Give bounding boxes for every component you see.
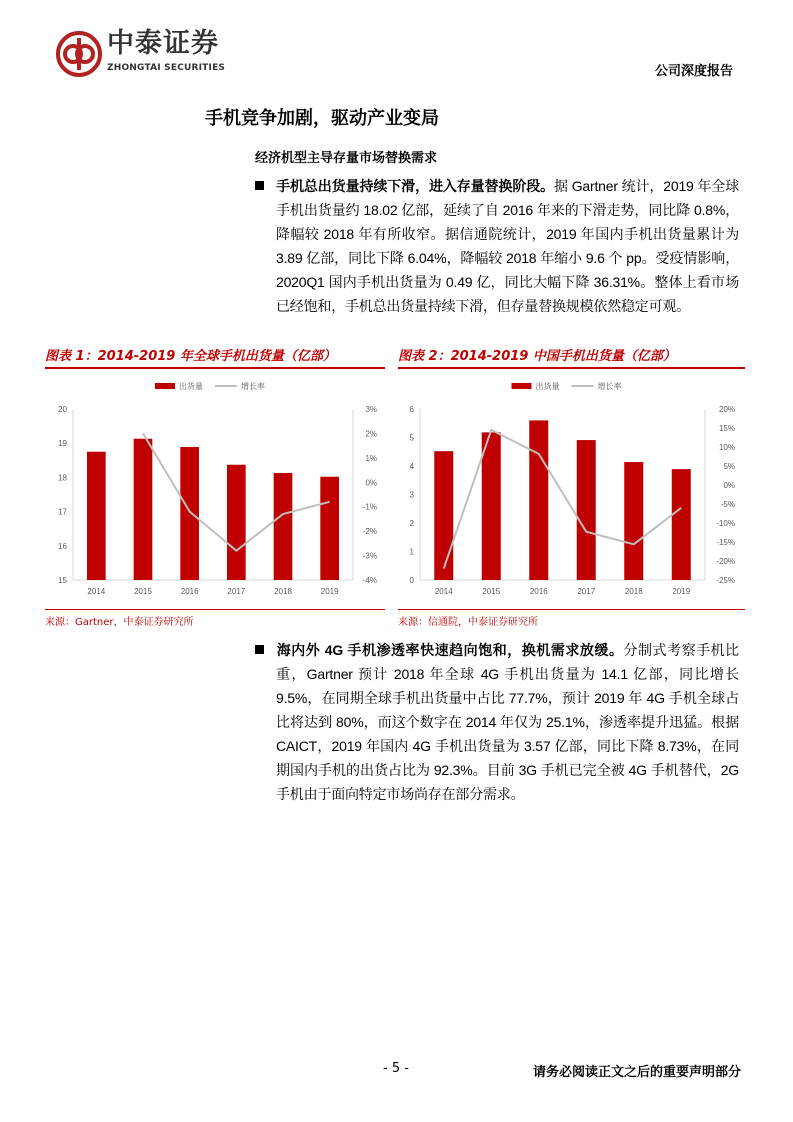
legend-label: 出货量	[179, 382, 203, 391]
x-tick-label: 2018	[274, 587, 292, 596]
y-tick-label: 1	[409, 547, 414, 557]
y2-tick-label: 20%	[718, 405, 735, 414]
chart-source: 来源：Gartner，中泰证券研究所	[45, 617, 194, 628]
chart-title: 图表 2：2014-2019 中国手机出货量（亿部）	[398, 349, 676, 364]
legend-bar-swatch	[155, 383, 175, 389]
chart-svg	[45, 369, 385, 605]
page-number: - 5 -	[383, 1061, 409, 1076]
divider	[398, 609, 745, 610]
y-tick-label: 15	[58, 576, 67, 585]
y2-tick-label: -15%	[716, 538, 735, 547]
y-tick-label: 20	[58, 405, 67, 414]
x-tick-label: 2015	[482, 587, 501, 596]
paragraph-lead: 海内外 4G 手机渗透率快速趋向饱和，换机需求放缓。	[276, 642, 624, 658]
x-tick-label: 2018	[624, 587, 643, 596]
y2-tick-label: 15%	[718, 424, 735, 433]
bar-2016	[180, 447, 199, 580]
y2-tick-label: -3%	[362, 551, 377, 561]
paragraph	[255, 174, 739, 318]
bar-2015	[134, 439, 153, 580]
x-tick-label: 2019	[672, 587, 691, 596]
bar-2018	[624, 462, 643, 580]
legend-label: 增长率	[597, 382, 622, 391]
y-tick-label: 5	[409, 433, 414, 443]
legend-label: 出货量	[535, 382, 560, 391]
growth-rate-line	[444, 430, 682, 569]
section-title: 手机竞争加剧，驱动产业变局	[205, 108, 439, 129]
y2-tick-label: -20%	[716, 557, 735, 566]
x-tick-label: 2017	[227, 587, 246, 596]
y2-tick-label: 3%	[365, 405, 377, 414]
x-tick-label: 2014	[434, 587, 453, 596]
bar-2014	[87, 452, 106, 580]
x-tick-label: 2016	[180, 587, 199, 596]
y-tick-label: 3	[409, 490, 414, 500]
y-tick-label: 18	[58, 473, 67, 483]
y-tick-label: 17	[58, 507, 67, 517]
y-tick-label: 6	[409, 405, 414, 414]
x-tick-label: 2014	[87, 587, 106, 596]
y-tick-label: 19	[58, 439, 67, 449]
bar-2016	[529, 420, 548, 580]
bullet-icon	[255, 181, 264, 190]
divider	[45, 609, 385, 610]
paragraph-body: 分制式考察手机比重，Gartner 预计 2018 年全球 4G 手机出货量为 14.1 亿部，同比增长 9.5%，在同期全球手机出货量中占比 77.7%，预计 2019 年 4G 手机全球占比将达到 80%，而这个数字在 2014 年仅为 25.1%，渗透率提升迅猛。根据 CAICT，2019 年国内 4G 手机出货量为 3.57 亿部，同比下降 8.73%，在同期国内手机的出货占比为 92.3%。目前 3G 手机已完全被 4G 手机替代，2G 手机由于面向特定市场尚存在部分需求。	[276, 642, 739, 802]
y2-tick-label: -4%	[362, 576, 377, 585]
chart-title: 图表 1：2014-2019 年全球手机出货量（亿部）	[45, 349, 336, 364]
bar-2019	[672, 469, 691, 580]
y-tick-label: 4	[409, 462, 414, 471]
disclaimer-note: 请务必阅读正文之后的重要声明部分	[532, 1065, 741, 1080]
bullet-icon	[255, 645, 264, 654]
y-tick-label: 2	[409, 519, 414, 528]
y2-tick-label: 1%	[365, 453, 377, 463]
logo-text-en: ZHONGTAI SECURITIES	[107, 63, 226, 73]
chart-2	[398, 345, 745, 628]
report-type: 公司深度报告	[654, 64, 733, 79]
bar-2017	[577, 440, 596, 580]
y2-tick-label: 10%	[718, 443, 735, 452]
y2-tick-label: 0%	[723, 481, 735, 490]
y2-tick-label: -25%	[716, 576, 735, 585]
x-tick-label: 2015	[134, 587, 152, 596]
legend-bar-swatch	[512, 383, 532, 389]
bar-2014	[434, 451, 453, 580]
y2-tick-label: -5%	[720, 500, 735, 509]
y2-tick-label: -10%	[716, 519, 735, 528]
y2-tick-label: 2%	[365, 429, 377, 439]
x-tick-label: 2016	[529, 587, 548, 596]
chart-1	[45, 345, 385, 628]
bar-2017	[227, 465, 246, 580]
bar-2015	[482, 432, 501, 580]
y2-tick-label: 5%	[723, 462, 735, 471]
x-tick-label: 2017	[577, 587, 596, 596]
paragraph-lead: 手机总出货量持续下滑，进入存量替换阶段。	[276, 178, 555, 194]
bar-2019	[320, 477, 339, 580]
zhongtai-logo-icon	[55, 30, 103, 78]
y-tick-label: 0	[409, 576, 414, 585]
chart-source: 来源：信通院，中泰证券研究所	[398, 617, 538, 628]
y2-tick-label: -2%	[362, 527, 377, 537]
chart-svg	[398, 369, 745, 605]
x-tick-label: 2019	[320, 587, 339, 596]
y-tick-label: 16	[58, 541, 67, 551]
paragraph	[255, 638, 739, 806]
section-subtitle: 经济机型主导存量市场替换需求	[255, 151, 438, 166]
y2-tick-label: -1%	[362, 502, 377, 512]
logo-text-cn: 中泰证券	[107, 28, 219, 59]
paragraph-body: 据 Gartner 统计，2019 年全球手机出货量约 18.02 亿部，延续了自 2016 年来的下滑走势，同比降 0.8%，降幅较 2018 年有所收窄。据信通院统计，2019 年国内手机出货量累计为 3.89 亿部，同比下降 6.04%，降幅较 2018 年缩小 9.6 个 pp。受疫情影响，2020Q1 国内手机出货量为 0.49 亿，同比大幅下降 36.31%。整体上看市场已经饱和，手机总出货量持续下滑，但存量替换规模依然稳定可观。	[276, 178, 739, 314]
legend-label: 增长率	[241, 382, 265, 391]
bar-2018	[274, 473, 293, 580]
y2-tick-label: 0%	[365, 478, 377, 488]
